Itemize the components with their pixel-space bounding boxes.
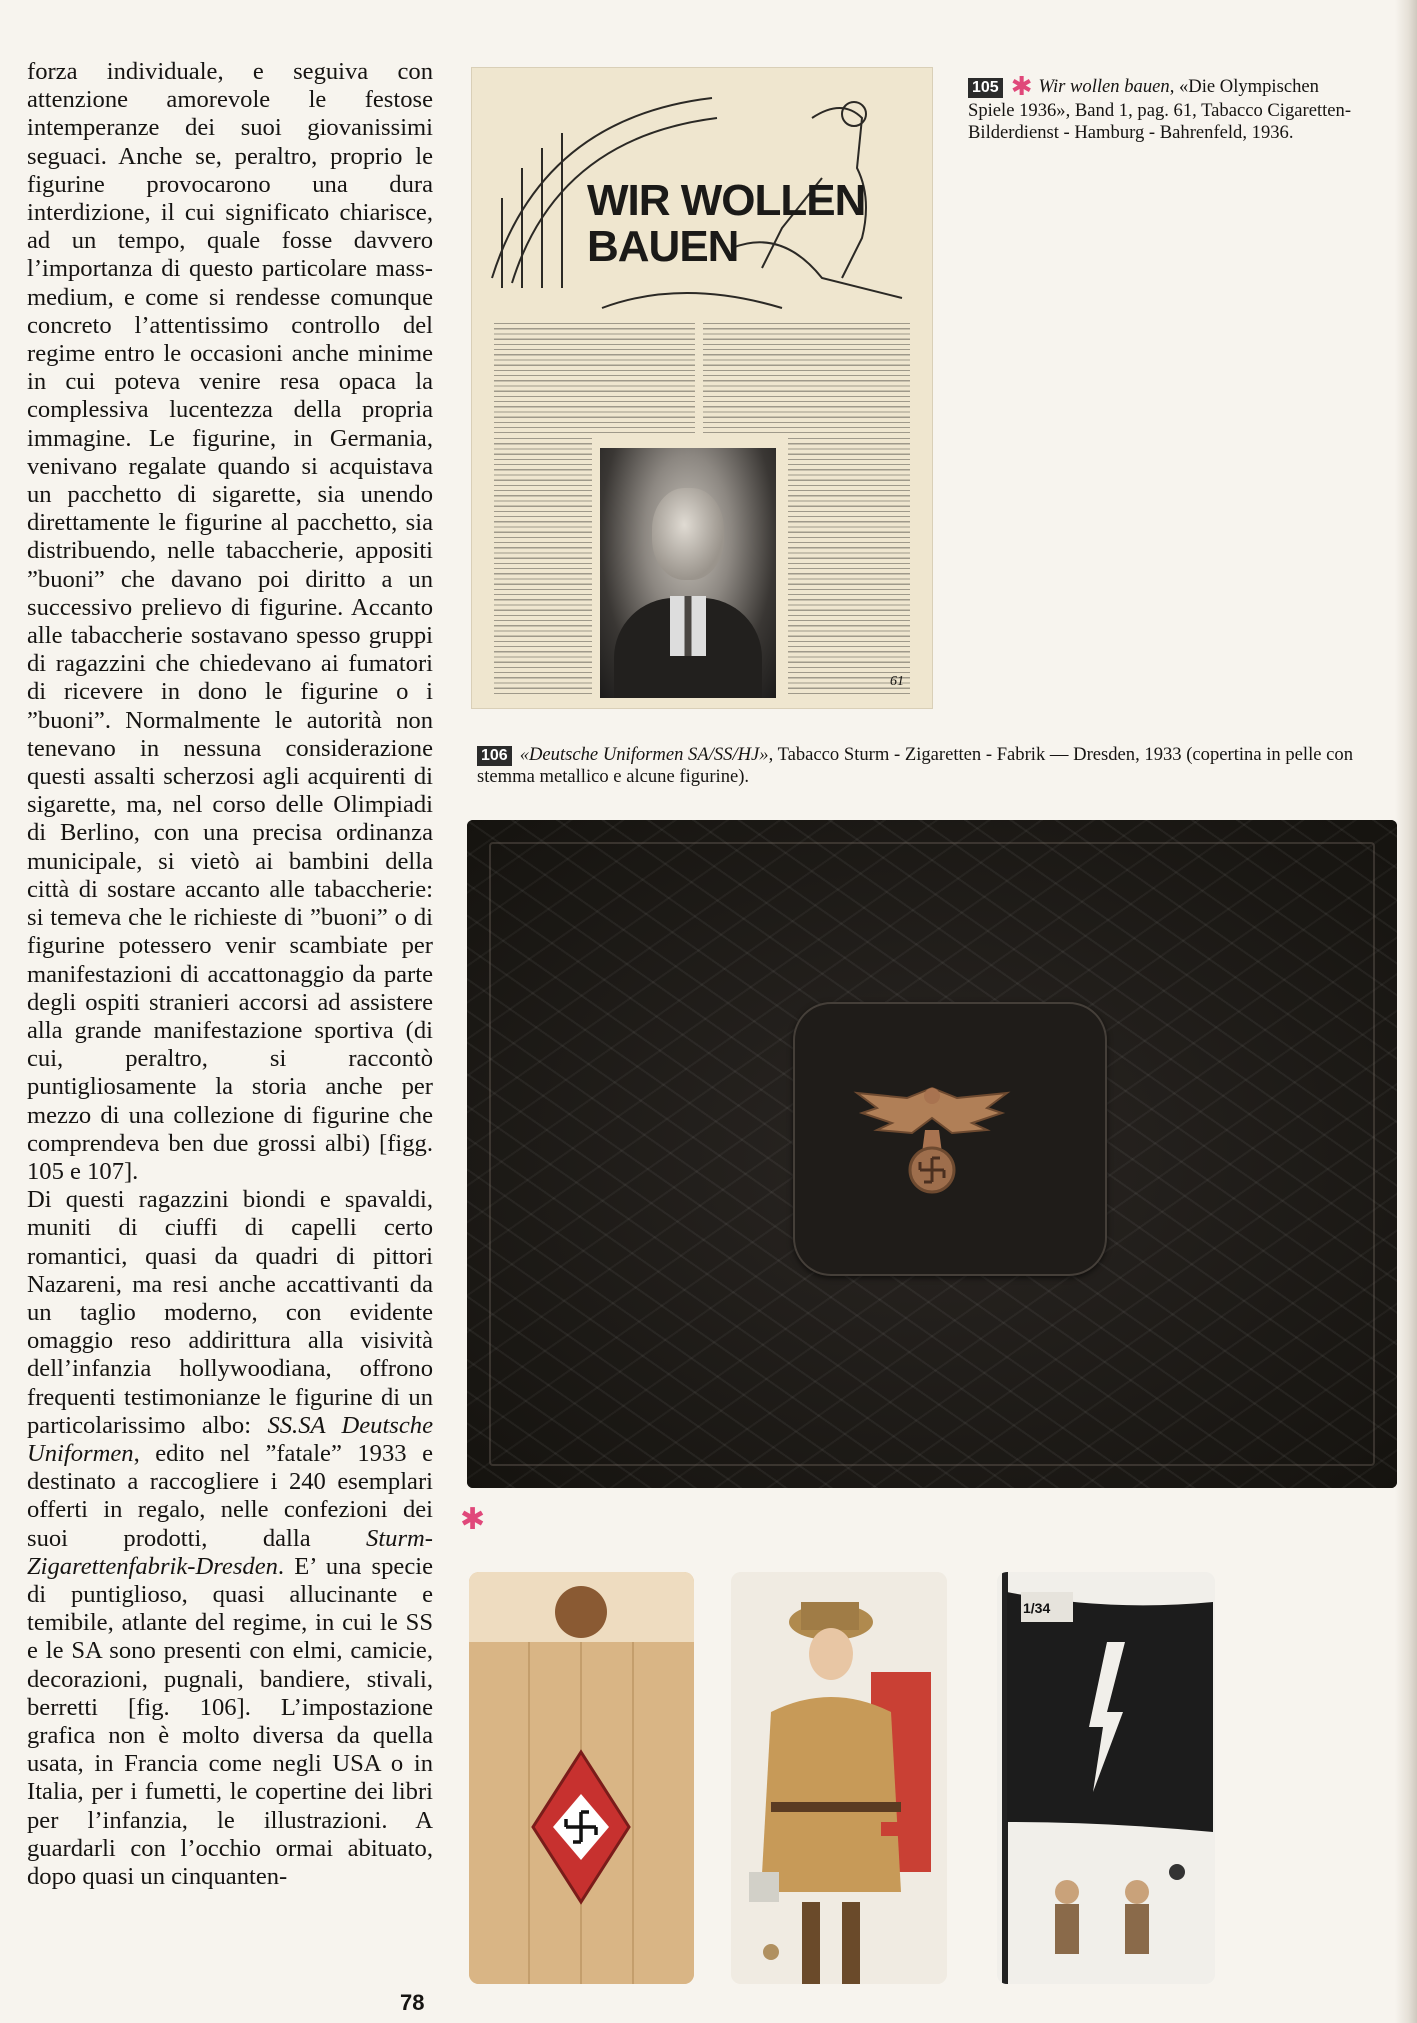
page-edge (1395, 0, 1417, 2023)
portrait-face (652, 488, 724, 580)
metal-eagle-emblem-icon (847, 1068, 1017, 1198)
officer-illustration (731, 1572, 947, 1984)
body-paragraph-2 (27, 1186, 433, 1891)
body-paragraph-1: forza individuale, e seguiva con attenzione amorevole le festose intemperanze dei suoi giovanissimi seguaci. Anche se, peraltro, proprio le figurine provocarono una dura interdizione, il cui significato chiarisce, ad un tempo, quale fosse davvero l’importanza di questo particolare mass-medium, e come si rendesse comunque concreto l’attentissimo controllo del regime entro le occasioni anche minime in cui poteva venire resa opaca la complessiva lucentezza della propria immagine. Le figurine, in Germania, venivano regalate quando si acquistava un pacchetto di sigarette, sia unendo direttamente le figurine al pacchetto, sia distribuendo, nelle tabaccherie, appositi ”buoni” che davano poi diritto a un successivo prelievo di figurine. Accanto alle tabaccherie sostavano spesso gruppi di ragazzini che chiedevano ai fumatori di ricevere in dono le figurine o i ”buoni”. Normalmente le autorità non tenevano in nessuna considerazione questi assalti scherzosi agli acquirenti di sigarette, ma, nel corso delle Olimpiadi di Berlino, con una precisa ordinanza municipale, si vietò ai bambini della città di sostare accanto alle tabaccherie: si temeva che le richieste di ”buoni” o di figurine potessero venir scambiate per manifestazioni di accattonaggio da parte degli ospiti stranieri accorsi ad assistere alla grande manifestazione sportiva (di cui, peraltro, si raccontò puntigliosamente la storia anche per mezzo di una collezione di figurine che comprendeva ben due grossi albi) [figg. 105 e 107]. (27, 58, 433, 1185)
album-title-italic: SS.SA Deutsche Uniformen (27, 1411, 433, 1467)
magazine-title (587, 178, 865, 270)
asterisk-icon: ✱ (460, 1503, 486, 1536)
portrait-shirt-tie (670, 596, 706, 656)
caption-text: , «Die Olympischen Spiele 1936», Band 1, pag. 61, Tabacco Cigaretten-Bilderdienst - Hamburg - Bahrenfeld, 1936. (968, 76, 1352, 143)
body-text-span: . E’ una specie di puntiglioso, quasi allucinante e temibile, atlante del regime, in cui le SS e le SA sono presenti con elmi, camicie, decorazioni, pugnali, bandiere, stivali, berretti [fig. 106]. L’impostazione grafica non è molto diversa da quella usata, in Francia come negli USA o in Italia, per i fumetti, le copertine dei libri per l’infanzia, le illustrazioni. A guardarli con l’occhio ormai abituato, dopo quasi un cinquanten- (27, 1552, 433, 1890)
caption-title: «Deutsche Uniformen SA/SS/HJ» (519, 744, 769, 765)
figure-number-badge: 105 (968, 78, 1003, 98)
figure-105-magazine-page (472, 68, 932, 708)
figure-106-caption (477, 744, 1382, 787)
cigarette-card-flag (997, 1572, 1215, 1984)
page-number: 78 (400, 1990, 425, 2015)
cigarette-card-officer (731, 1572, 947, 1984)
portrait-photo (600, 448, 776, 698)
magazine-illustration (482, 78, 922, 318)
armband-illustration (469, 1572, 694, 1984)
body-text-span: Di questi ragazzini biondi e spavaldi, muniti di ciuffi di capelli certo romantici, quasi da quadri di pittori Nazareni, ma resi anche accattivanti da un taglio moderno, con evidente omaggio reso addirittura alla visività dell’infanzia hollywoodiana, offrono frequenti testimonianze le figurine di un particolarissimo albo: (27, 1186, 433, 1439)
caption-text: , Tabacco Sturm - Zigaretten - Fabrik — Dresden, 1933 (copertina in pelle con stemma metallico e alcune figurine). (477, 744, 1353, 787)
body-text-span: , edito nel ”fatale” 1933 e destinato a raccogliere i 240 esemplari offerti in regalo, nelle confezioni dei suoi prodotti, dalla (27, 1439, 433, 1552)
asterisk-icon: ✱ (1010, 72, 1033, 101)
flag-illustration (997, 1572, 1215, 1984)
flag-patch-label: 1/34 (1023, 1600, 1051, 1616)
figure-106-leather-album (467, 820, 1397, 1488)
caption-title: Wir wollen bauen (1038, 76, 1170, 97)
magazine-title-line-1: WIR WOLLEN (587, 176, 866, 225)
magazine-text-right (788, 438, 910, 698)
magazine-text-left (494, 438, 592, 698)
figure-number-badge: 106 (477, 746, 512, 766)
figure-105-caption (968, 74, 1368, 144)
manufacturer-italic: Sturm-Zigarettenfabrik-Dresden (27, 1524, 433, 1580)
magazine-title-line-2: BAUEN (587, 222, 739, 271)
magazine-page-number: 61 (890, 674, 904, 689)
body-text-column (27, 58, 433, 1891)
cigarette-card-armband (469, 1572, 694, 1984)
column-gutter (695, 323, 703, 433)
